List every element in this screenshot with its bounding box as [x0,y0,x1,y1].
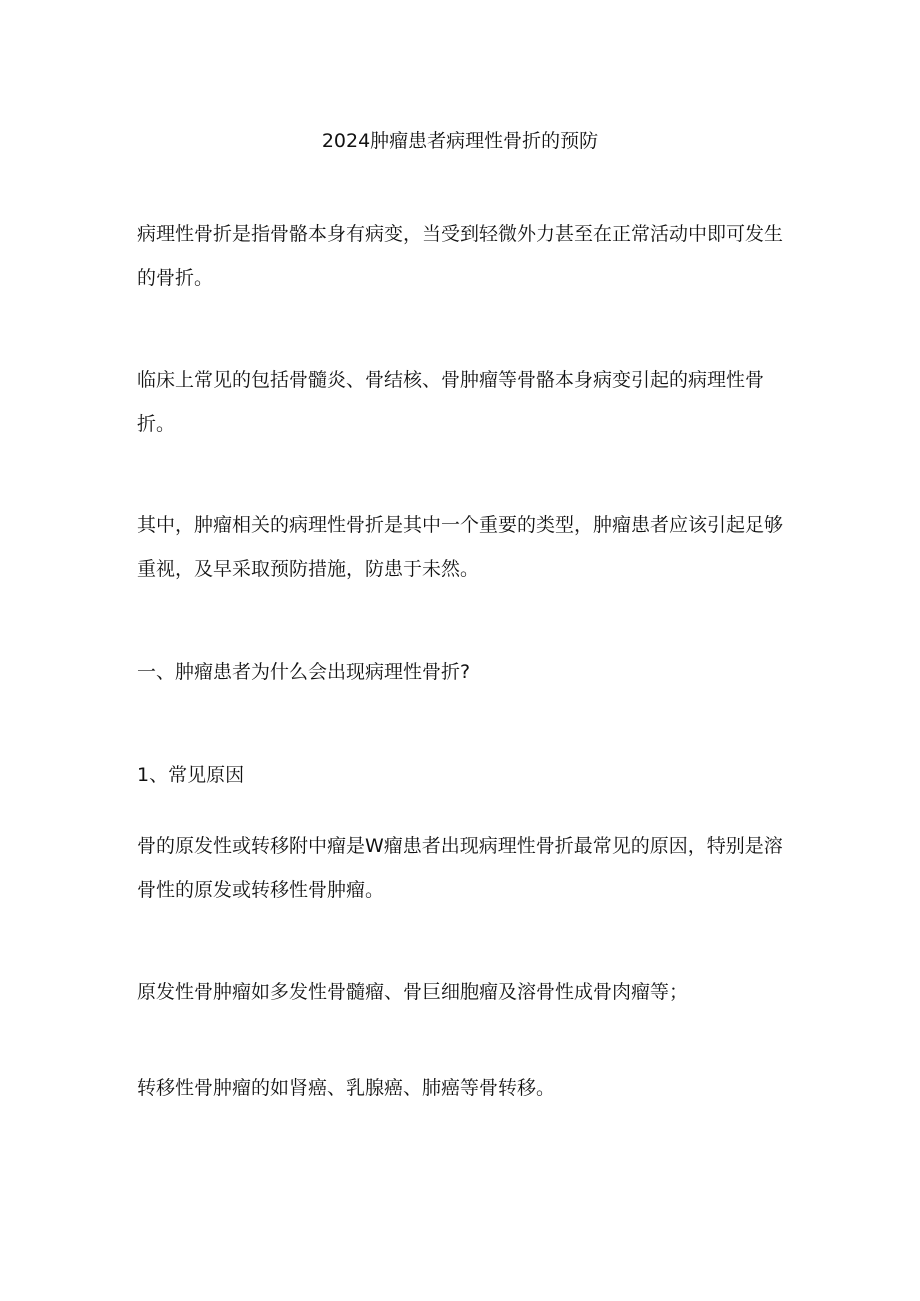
document-title: 2024肿瘤患者病理性骨折的预防 [321,130,599,152]
section-heading: 一、肿瘤患者为什么会出现病理性骨折? [137,661,471,683]
subsection-heading: 1、常见原因 [137,764,245,786]
primary-tumor-paragraph: 原发性骨肿瘤如多发性骨髓瘤、骨巨细胞瘤及溶骨性成骨肉瘤等； [137,981,689,1003]
metastasis-paragraph: 转移性骨肿瘤的如肾癌、乳腺癌、肺癌等骨转移。 [137,1077,556,1099]
intro-paragraph: 病理性骨折是指骨骼本身有病变，当受到轻微外力甚至在正常活动中即可发生的骨折。 [137,223,784,289]
cause-paragraph: 骨的原发性或转移附中瘤是W瘤患者出现病理性骨折最常见的原因，特别是溶骨性的原发或转移性骨肿瘤。 [137,835,783,901]
importance-paragraph: 其中，肿瘤相关的病理性骨折是其中一个重要的类型，肿瘤患者应该引起足够重视，及早采取预防措施，防患于未然。 [137,514,784,580]
clinical-paragraph: 临床上常见的包括骨髓炎、骨结核、骨肿瘤等骨骼本身病变引起的病理性骨折。 [137,369,765,435]
